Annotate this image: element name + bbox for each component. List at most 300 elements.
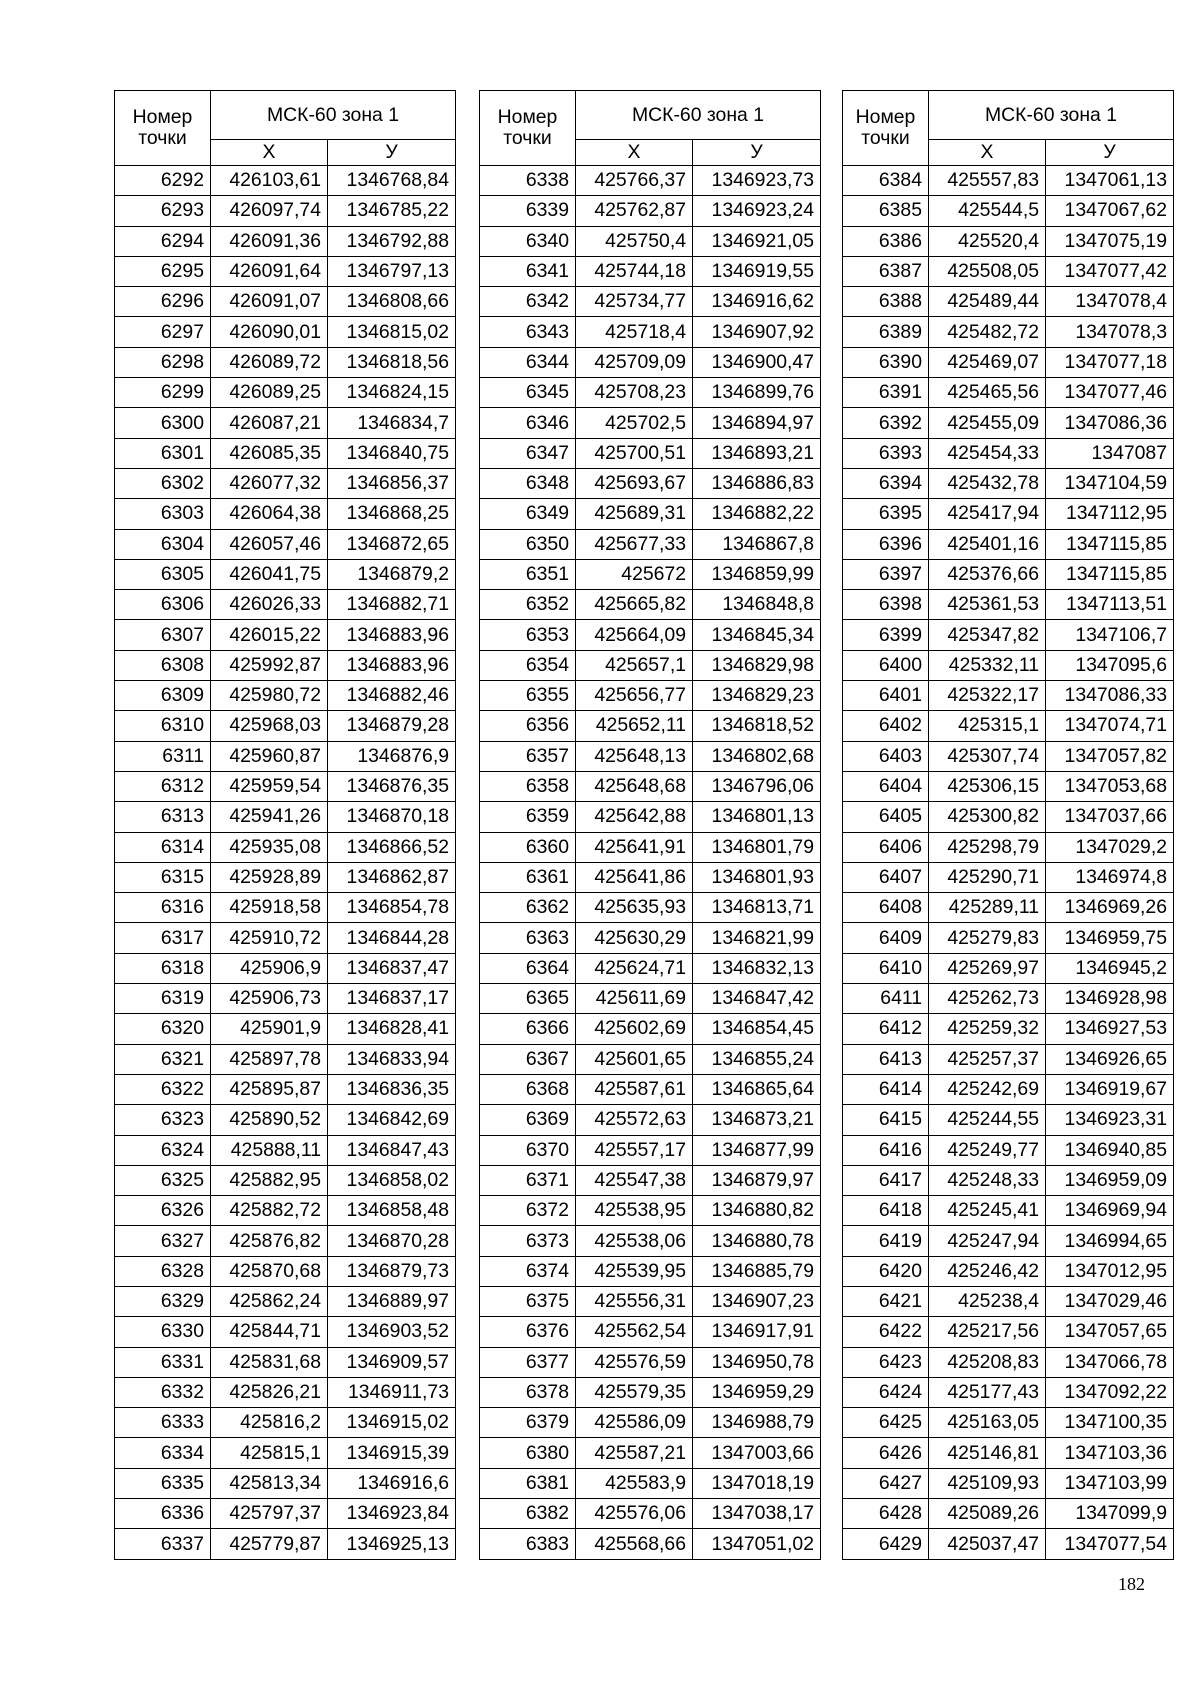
y-coordinate-cell: 1346959,09 — [1046, 1165, 1174, 1195]
table-row — [115, 711, 456, 741]
table-row — [115, 499, 456, 529]
table-row — [480, 1468, 821, 1498]
y-coordinate-cell: 1346907,23 — [693, 1286, 821, 1316]
table-row — [480, 893, 821, 923]
y-coordinate-cell: 1346832,13 — [693, 953, 821, 983]
point-number-cell: 6354 — [480, 650, 576, 680]
y-coordinate-cell: 1346854,78 — [328, 893, 456, 923]
y-coordinate-cell: 1346801,93 — [693, 862, 821, 892]
x-coordinate-cell: 425089,26 — [929, 1499, 1046, 1529]
point-number-cell: 6298 — [115, 347, 211, 377]
y-coordinate-cell: 1346833,94 — [328, 1044, 456, 1074]
point-number-cell: 6319 — [115, 984, 211, 1014]
point-number-cell: 6341 — [480, 256, 576, 286]
x-coordinate-cell: 426091,36 — [211, 226, 328, 256]
x-coordinate-cell: 425259,32 — [929, 1014, 1046, 1044]
table-row — [115, 347, 456, 377]
y-coordinate-cell: 1346837,47 — [328, 953, 456, 983]
y-coordinate-cell: 1346882,71 — [328, 590, 456, 620]
y-coordinate-cell: 1347078,3 — [1046, 317, 1174, 347]
x-coordinate-cell: 425641,91 — [576, 832, 693, 862]
table-row — [115, 620, 456, 650]
point-number-cell: 6303 — [115, 499, 211, 529]
table-row — [480, 1014, 821, 1044]
y-coordinate-cell: 1346792,88 — [328, 226, 456, 256]
table-row — [480, 1408, 821, 1438]
point-number-cell: 6312 — [115, 771, 211, 801]
point-number-cell: 6364 — [480, 953, 576, 983]
x-coordinate-cell: 426091,64 — [211, 256, 328, 286]
x-coordinate-cell: 425797,37 — [211, 1499, 328, 1529]
point-number-cell: 6347 — [480, 438, 576, 468]
x-coordinate-cell: 425257,37 — [929, 1044, 1046, 1074]
x-column-header: Х — [929, 140, 1046, 166]
x-coordinate-cell: 425454,33 — [929, 438, 1046, 468]
x-coordinate-cell: 425813,34 — [211, 1468, 328, 1498]
y-coordinate-cell: 1346907,92 — [693, 317, 821, 347]
x-coordinate-cell: 426103,61 — [211, 166, 328, 196]
y-coordinate-cell: 1346815,02 — [328, 317, 456, 347]
y-coordinate-cell: 1346880,82 — [693, 1196, 821, 1226]
y-coordinate-cell: 1346856,37 — [328, 468, 456, 498]
y-coordinate-cell: 1347115,85 — [1046, 559, 1174, 589]
point-number-cell: 6365 — [480, 984, 576, 1014]
table-row — [843, 1317, 1174, 1347]
table-row — [115, 1499, 456, 1529]
table-row — [843, 893, 1174, 923]
table-row — [843, 529, 1174, 559]
point-number-cell: 6426 — [843, 1438, 929, 1468]
point-number-cell: 6304 — [115, 529, 211, 559]
table-row — [115, 650, 456, 680]
y-coordinate-cell: 1346915,02 — [328, 1408, 456, 1438]
y-coordinate-cell: 1346919,67 — [1046, 1074, 1174, 1104]
y-coordinate-cell: 1347037,66 — [1046, 802, 1174, 832]
x-coordinate-cell: 425689,31 — [576, 499, 693, 529]
x-coordinate-cell: 425539,95 — [576, 1256, 693, 1286]
x-coordinate-cell: 425624,71 — [576, 953, 693, 983]
y-coordinate-cell: 1346868,25 — [328, 499, 456, 529]
y-coordinate-cell: 1346858,48 — [328, 1196, 456, 1226]
y-coordinate-cell: 1347067,62 — [1046, 196, 1174, 226]
table-row — [843, 499, 1174, 529]
x-coordinate-cell: 425248,33 — [929, 1165, 1046, 1195]
x-coordinate-cell: 425844,71 — [211, 1317, 328, 1347]
table-row — [843, 832, 1174, 862]
table-row — [843, 317, 1174, 347]
table-row — [843, 711, 1174, 741]
point-number-cell: 6337 — [115, 1529, 211, 1559]
table-row — [843, 1105, 1174, 1135]
x-coordinate-cell: 425455,09 — [929, 408, 1046, 438]
table-row — [843, 1529, 1174, 1559]
x-coordinate-cell: 425766,37 — [576, 166, 693, 196]
y-coordinate-cell: 1346919,55 — [693, 256, 821, 286]
y-coordinate-cell: 1347086,33 — [1046, 681, 1174, 711]
point-number-cell: 6397 — [843, 559, 929, 589]
y-coordinate-cell: 1347074,71 — [1046, 711, 1174, 741]
table-row — [843, 287, 1174, 317]
point-number-header: Номер точки — [843, 91, 929, 166]
point-number-cell: 6329 — [115, 1286, 211, 1316]
point-number-cell: 6299 — [115, 378, 211, 408]
y-coordinate-cell: 1347087 — [1046, 438, 1174, 468]
y-coordinate-cell: 1347100,35 — [1046, 1408, 1174, 1438]
x-coordinate-cell: 425762,87 — [576, 196, 693, 226]
x-coordinate-cell: 425648,13 — [576, 741, 693, 771]
x-coordinate-cell: 425557,83 — [929, 166, 1046, 196]
point-number-cell: 6318 — [115, 953, 211, 983]
y-coordinate-cell: 1346923,24 — [693, 196, 821, 226]
point-number-cell: 6385 — [843, 196, 929, 226]
y-coordinate-cell: 1346836,35 — [328, 1074, 456, 1104]
y-coordinate-cell: 1347038,17 — [693, 1499, 821, 1529]
point-number-cell: 6344 — [480, 347, 576, 377]
point-number-cell: 6418 — [843, 1196, 929, 1226]
x-coordinate-cell: 425269,97 — [929, 953, 1046, 983]
point-number-cell: 6314 — [115, 832, 211, 862]
x-coordinate-cell: 425361,53 — [929, 590, 1046, 620]
table-row — [843, 559, 1174, 589]
table-row — [843, 408, 1174, 438]
table-row — [480, 1165, 821, 1195]
x-coordinate-cell: 425037,47 — [929, 1529, 1046, 1559]
table-row — [115, 1286, 456, 1316]
point-number-cell: 6396 — [843, 529, 929, 559]
table-row — [843, 1438, 1174, 1468]
x-coordinate-cell: 425298,79 — [929, 832, 1046, 862]
y-coordinate-cell: 1346911,73 — [328, 1377, 456, 1407]
table-row — [480, 529, 821, 559]
table-row — [843, 1347, 1174, 1377]
table-row — [843, 166, 1174, 196]
y-coordinate-cell: 1346870,18 — [328, 802, 456, 832]
y-coordinate-cell: 1347075,19 — [1046, 226, 1174, 256]
table-row — [480, 378, 821, 408]
point-number-cell: 6315 — [115, 862, 211, 892]
y-coordinate-cell: 1346882,22 — [693, 499, 821, 529]
point-number-cell: 6427 — [843, 1468, 929, 1498]
y-coordinate-cell: 1346796,06 — [693, 771, 821, 801]
y-coordinate-cell: 1347057,65 — [1046, 1317, 1174, 1347]
point-number-cell: 6355 — [480, 681, 576, 711]
point-number-cell: 6384 — [843, 166, 929, 196]
point-number-cell: 6393 — [843, 438, 929, 468]
table-row — [480, 196, 821, 226]
x-coordinate-cell: 425289,11 — [929, 893, 1046, 923]
point-number-cell: 6313 — [115, 802, 211, 832]
point-number-cell: 6379 — [480, 1408, 576, 1438]
x-coordinate-cell: 425163,05 — [929, 1408, 1046, 1438]
x-coordinate-cell: 426085,35 — [211, 438, 328, 468]
x-coordinate-cell: 425290,71 — [929, 862, 1046, 892]
x-coordinate-cell: 425826,21 — [211, 1377, 328, 1407]
point-number-cell: 6415 — [843, 1105, 929, 1135]
y-coordinate-cell: 1346969,26 — [1046, 893, 1174, 923]
point-number-cell: 6293 — [115, 196, 211, 226]
y-coordinate-cell: 1346876,9 — [328, 741, 456, 771]
y-coordinate-cell: 1347095,6 — [1046, 650, 1174, 680]
y-coordinate-cell: 1347078,4 — [1046, 287, 1174, 317]
table-row — [843, 1165, 1174, 1195]
table-row — [843, 1135, 1174, 1165]
x-coordinate-cell: 425611,69 — [576, 984, 693, 1014]
point-number-cell: 6325 — [115, 1165, 211, 1195]
table-row — [115, 1226, 456, 1256]
table-row — [115, 590, 456, 620]
table-row — [843, 226, 1174, 256]
point-number-cell: 6429 — [843, 1529, 929, 1559]
x-coordinate-cell: 425557,17 — [576, 1135, 693, 1165]
x-coordinate-cell: 425538,95 — [576, 1196, 693, 1226]
y-coordinate-cell: 1346818,52 — [693, 711, 821, 741]
x-coordinate-cell: 425960,87 — [211, 741, 328, 771]
x-coordinate-cell: 425315,1 — [929, 711, 1046, 741]
y-coordinate-cell: 1346909,57 — [328, 1347, 456, 1377]
x-coordinate-cell: 425469,07 — [929, 347, 1046, 377]
table-row — [115, 1468, 456, 1498]
y-coordinate-cell: 1346867,8 — [693, 529, 821, 559]
table-row — [115, 468, 456, 498]
x-coordinate-cell: 425520,4 — [929, 226, 1046, 256]
y-coordinate-cell: 1346923,84 — [328, 1499, 456, 1529]
y-coordinate-cell: 1346994,65 — [1046, 1226, 1174, 1256]
x-coordinate-cell: 425910,72 — [211, 923, 328, 953]
x-coordinate-cell: 425870,68 — [211, 1256, 328, 1286]
table-row — [115, 559, 456, 589]
table-row — [115, 862, 456, 892]
point-number-cell: 6373 — [480, 1226, 576, 1256]
y-coordinate-cell: 1347053,68 — [1046, 771, 1174, 801]
table-row — [843, 984, 1174, 1014]
point-number-cell: 6359 — [480, 802, 576, 832]
x-coordinate-cell: 425279,83 — [929, 923, 1046, 953]
y-coordinate-cell: 1347103,36 — [1046, 1438, 1174, 1468]
table-body — [115, 166, 456, 1560]
x-coordinate-cell: 425708,23 — [576, 378, 693, 408]
point-number-cell: 6367 — [480, 1044, 576, 1074]
point-number-cell: 6342 — [480, 287, 576, 317]
x-coordinate-cell: 425249,77 — [929, 1135, 1046, 1165]
y-coordinate-cell: 1346847,42 — [693, 984, 821, 1014]
y-coordinate-cell: 1347012,95 — [1046, 1256, 1174, 1286]
point-number-cell: 6404 — [843, 771, 929, 801]
x-coordinate-cell: 425587,61 — [576, 1074, 693, 1104]
table-row — [843, 196, 1174, 226]
x-coordinate-cell: 425306,15 — [929, 771, 1046, 801]
point-number-cell: 6424 — [843, 1377, 929, 1407]
point-number-header: Номер точки — [115, 91, 211, 166]
point-number-cell: 6323 — [115, 1105, 211, 1135]
table-row — [843, 741, 1174, 771]
table-row — [843, 650, 1174, 680]
y-coordinate-cell: 1346847,43 — [328, 1135, 456, 1165]
table-row — [843, 1286, 1174, 1316]
x-coordinate-cell: 425246,42 — [929, 1256, 1046, 1286]
x-coordinate-cell: 425928,89 — [211, 862, 328, 892]
x-coordinate-cell: 425882,95 — [211, 1165, 328, 1195]
x-coordinate-cell: 425664,09 — [576, 620, 693, 650]
table-row — [843, 1499, 1174, 1529]
x-coordinate-cell: 425895,87 — [211, 1074, 328, 1104]
point-number-cell: 6356 — [480, 711, 576, 741]
point-number-cell: 6361 — [480, 862, 576, 892]
point-number-cell: 6350 — [480, 529, 576, 559]
x-coordinate-cell: 425862,24 — [211, 1286, 328, 1316]
y-coordinate-cell: 1346801,13 — [693, 802, 821, 832]
table-row — [480, 590, 821, 620]
point-number-cell: 6305 — [115, 559, 211, 589]
point-number-cell: 6346 — [480, 408, 576, 438]
table-row — [480, 1226, 821, 1256]
x-coordinate-cell: 425652,11 — [576, 711, 693, 741]
x-coordinate-cell: 425968,03 — [211, 711, 328, 741]
y-column-header: У — [693, 140, 821, 166]
point-number-cell: 6317 — [115, 923, 211, 953]
x-coordinate-cell: 425882,72 — [211, 1196, 328, 1226]
y-coordinate-cell: 1346899,76 — [693, 378, 821, 408]
x-coordinate-cell: 425579,35 — [576, 1377, 693, 1407]
x-coordinate-cell: 426015,22 — [211, 620, 328, 650]
table-row — [115, 832, 456, 862]
x-coordinate-cell: 426026,33 — [211, 590, 328, 620]
table-row — [115, 893, 456, 923]
point-number-cell: 6410 — [843, 953, 929, 983]
point-number-cell: 6388 — [843, 287, 929, 317]
table-row — [115, 166, 456, 196]
x-coordinate-cell: 425992,87 — [211, 650, 328, 680]
point-number-cell: 6311 — [115, 741, 211, 771]
table-row — [115, 953, 456, 983]
point-number-cell: 6421 — [843, 1286, 929, 1316]
point-number-cell: 6348 — [480, 468, 576, 498]
table-row — [115, 408, 456, 438]
table-row — [115, 1408, 456, 1438]
y-coordinate-cell: 1346808,66 — [328, 287, 456, 317]
y-coordinate-cell: 1346848,8 — [693, 590, 821, 620]
y-coordinate-cell: 1346883,96 — [328, 650, 456, 680]
x-coordinate-cell: 425242,69 — [929, 1074, 1046, 1104]
y-coordinate-cell: 1346988,79 — [693, 1408, 821, 1438]
table-row — [115, 771, 456, 801]
table-row — [843, 681, 1174, 711]
point-number-cell: 6409 — [843, 923, 929, 953]
table-row — [115, 1135, 456, 1165]
x-coordinate-cell: 425709,09 — [576, 347, 693, 377]
table-body — [480, 166, 821, 1560]
page-number: 182 — [1118, 1574, 1145, 1594]
point-number-cell: 6400 — [843, 650, 929, 680]
y-coordinate-cell: 1346882,46 — [328, 681, 456, 711]
y-coordinate-cell: 1346923,73 — [693, 166, 821, 196]
x-coordinate-cell: 425630,29 — [576, 923, 693, 953]
x-coordinate-cell: 425702,5 — [576, 408, 693, 438]
point-number-cell: 6375 — [480, 1286, 576, 1316]
x-coordinate-cell: 426089,72 — [211, 347, 328, 377]
y-coordinate-cell: 1346886,83 — [693, 468, 821, 498]
x-coordinate-cell: 425332,11 — [929, 650, 1046, 680]
table-row — [480, 650, 821, 680]
point-number-cell: 6382 — [480, 1499, 576, 1529]
y-coordinate-cell: 1346801,79 — [693, 832, 821, 862]
x-coordinate-cell: 425146,81 — [929, 1438, 1046, 1468]
y-coordinate-cell: 1346969,94 — [1046, 1196, 1174, 1226]
x-coordinate-cell: 425244,55 — [929, 1105, 1046, 1135]
y-coordinate-cell: 1347018,19 — [693, 1468, 821, 1498]
table-row — [480, 1347, 821, 1377]
point-number-cell: 6362 — [480, 893, 576, 923]
y-coordinate-cell: 1346837,17 — [328, 984, 456, 1014]
y-coordinate-cell: 1346889,97 — [328, 1286, 456, 1316]
point-number-cell: 6399 — [843, 620, 929, 650]
point-number-cell: 6345 — [480, 378, 576, 408]
y-coordinate-cell: 1346916,6 — [328, 1468, 456, 1498]
table-row — [115, 317, 456, 347]
point-number-cell: 6407 — [843, 862, 929, 892]
y-coordinate-cell: 1346873,21 — [693, 1105, 821, 1135]
x-coordinate-cell: 425890,52 — [211, 1105, 328, 1135]
point-number-cell: 6389 — [843, 317, 929, 347]
point-number-cell: 6309 — [115, 681, 211, 711]
y-coordinate-cell: 1346950,78 — [693, 1347, 821, 1377]
x-coordinate-cell: 425217,56 — [929, 1317, 1046, 1347]
y-coordinate-cell: 1346768,84 — [328, 166, 456, 196]
y-coordinate-cell: 1346845,34 — [693, 620, 821, 650]
y-coordinate-cell: 1346858,02 — [328, 1165, 456, 1195]
table-row — [115, 923, 456, 953]
table-row — [480, 1499, 821, 1529]
y-coordinate-cell: 1346840,75 — [328, 438, 456, 468]
x-coordinate-cell: 425583,9 — [576, 1468, 693, 1498]
point-number-cell: 6332 — [115, 1377, 211, 1407]
table-row — [480, 923, 821, 953]
x-coordinate-cell: 425465,56 — [929, 378, 1046, 408]
table-row — [115, 741, 456, 771]
table-row — [115, 529, 456, 559]
point-number-cell: 6390 — [843, 347, 929, 377]
x-coordinate-cell: 426087,21 — [211, 408, 328, 438]
x-coordinate-cell: 425508,05 — [929, 256, 1046, 286]
y-coordinate-cell: 1347106,7 — [1046, 620, 1174, 650]
point-number-header: Номер точки — [480, 91, 576, 166]
point-number-cell: 6395 — [843, 499, 929, 529]
point-number-cell: 6340 — [480, 226, 576, 256]
table-row — [115, 1105, 456, 1135]
x-coordinate-cell: 425417,94 — [929, 499, 1046, 529]
point-number-cell: 6335 — [115, 1468, 211, 1498]
x-coordinate-cell: 425586,09 — [576, 1408, 693, 1438]
table-row — [115, 681, 456, 711]
table-row — [843, 1468, 1174, 1498]
x-column-header: Х — [211, 140, 328, 166]
point-number-cell: 6381 — [480, 1468, 576, 1498]
y-coordinate-cell: 1347115,85 — [1046, 529, 1174, 559]
table-row — [115, 1014, 456, 1044]
x-coordinate-cell: 425208,83 — [929, 1347, 1046, 1377]
table-row — [843, 590, 1174, 620]
y-coordinate-cell: 1346829,98 — [693, 650, 821, 680]
x-coordinate-cell: 425656,77 — [576, 681, 693, 711]
y-coordinate-cell: 1346854,45 — [693, 1014, 821, 1044]
table-row — [480, 1135, 821, 1165]
table-row — [480, 468, 821, 498]
point-number-cell: 6402 — [843, 711, 929, 741]
x-coordinate-cell: 426097,74 — [211, 196, 328, 226]
y-coordinate-cell: 1346915,39 — [328, 1438, 456, 1468]
point-number-cell: 6374 — [480, 1256, 576, 1286]
table-row — [115, 1438, 456, 1468]
y-coordinate-cell: 1346866,52 — [328, 832, 456, 862]
